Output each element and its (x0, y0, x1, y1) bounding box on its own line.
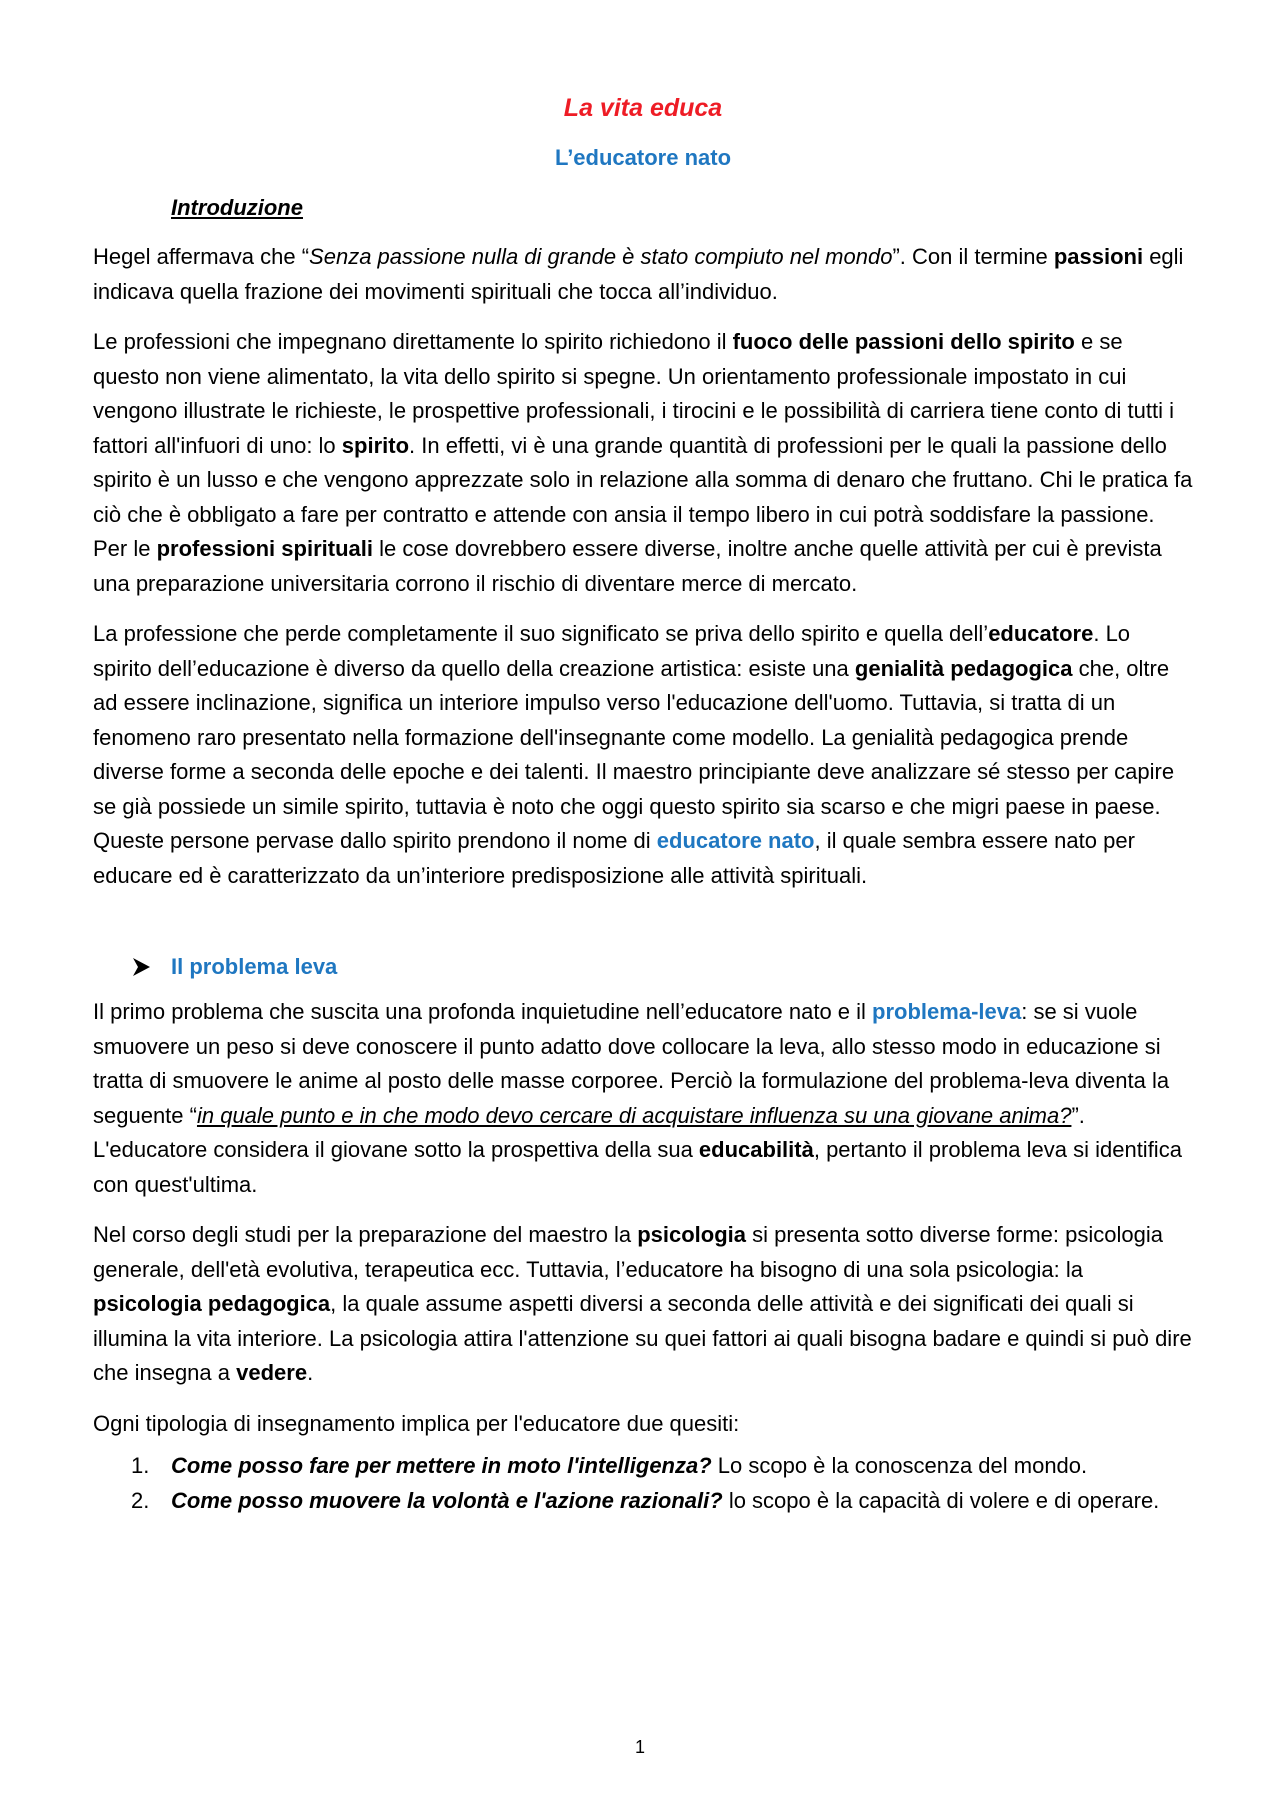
question-text: Come posso muovere la volontà e l'azione razionali? (171, 1487, 723, 1513)
question-answer: lo scopo è la capacità di volere e di operare. (722, 1487, 1160, 1513)
page-number: 1 (634, 1737, 645, 1757)
list-item (93, 1484, 1193, 1519)
intro-heading: Introduzione (171, 195, 303, 220)
question-text: Come posso fare per mettere in moto l'intelligenza? (171, 1453, 712, 1478)
section-heading-problema-leva (93, 949, 1193, 985)
list-item (93, 1449, 1193, 1484)
arrowhead-bullet-icon (131, 957, 153, 977)
list-item-number: 1. (131, 1453, 150, 1478)
paragraph-hegel: Hegel affermava che “Senza passione nulla di grande è stato compiuto nel mondo”. Con il termine passioni egli indicava quella frazione dei movimenti spirituali che tocca all’individuo. (93, 244, 1184, 304)
document-body (93, 90, 1193, 1518)
paragraph-educator: La professione che perde completamente il suo significato se priva dello spirito e quella dell’educatore. Lo spirito dell’educazione è diverso da quello della creazione artistica: esiste una genialità pedagogica che, oltre ad essere inclinazione, significa un interiore impulso verso l'educazione dell'uomo. Tuttavia, si tratta di un fenomeno raro presentato nella formazione dell'insegnante come modello. La genialità pedagogica prende diverse forme a seconda delle epoche e dei talenti. Il maestro principiante deve analizzare sé stesso per capire se già possiede un simile spirito, tuttavia è noto che oggi questo spirito sia scarso e che migri paese in paese. Queste persone pervase dallo spirito prendono il nome di educatore nato, il quale sembra essere nato per educare ed è caratterizzato da un’interiore predisposizione alle attività spirituali. (93, 621, 1175, 888)
section-heading-text: Il problema leva (171, 954, 338, 979)
paragraph-professions: Le professioni che impegnano direttamente lo spirito richiedono il fuoco delle passioni dello spirito e se questo non viene alimentato, la vita dello spirito si spegne. Un orientamento professionale impostato in cui vengono illustrate le richieste, le prospettive professionali, i tirocini e le possibilità di carriera tiene conto di tutti i fattori all'infuori di uno: lo spirito. In effetti, vi è una grande quantità di professioni per le quali la passione dello spirito è un lusso e che vengono apprezzate solo in relazione alla somma di denaro che fruttano. Chi le pratica fa ciò che è obbligato a fare per contratto e attende con ansia il tempo libero in cui potrà soddisfare la passione. Per le professioni spirituali le cose dovrebbero essere diverse, inoltre anche quelle attività per cui è prevista una preparazione universitaria corrono il rischio di diventare merce di mercato. (93, 329, 1193, 596)
paragraph-psicologia: Nel corso degli studi per la preparazione del maestro la psicologia si presenta sotto diverse forme: psicologia generale, dell'età evolutiva, terapeutica ecc. Tuttavia, l’educatore ha bisogno di una sola psicologia: la psicologia pedagogica, la quale assume aspetti diversi a seconda delle attività e dei significati dei quali si illumina la vita interiore. La psicologia attira l'attenzione su quei fattori ai quali bisogna badare e quindi si può dire che insegna a vedere. (93, 1222, 1192, 1385)
questions-list (93, 1449, 1193, 1518)
document-title: La vita educa (563, 94, 723, 122)
paragraph-problema-leva: Il primo problema che suscita una profonda inquietudine nell’educatore nato e il problema-leva: se si vuole smuovere un peso si deve conoscere il punto adatto dove collocare la leva, allo stesso modo in educazione si tratta di smuovere le anime al posto delle masse corporee. Perciò la formulazione del problema-leva diventa la seguente “in quale punto e in che modo devo cercare di acquistare influenza su una giovane anima?”. L'educatore considera il giovane sotto la prospettiva della sua educabilità, pertanto il problema leva si identifica con quest'ultima. (93, 999, 1182, 1197)
document-subtitle: L’educatore nato (554, 145, 732, 170)
list-item-number: 2. (131, 1487, 150, 1513)
question-answer: Lo scopo è la conoscenza del mondo. (711, 1453, 1088, 1478)
paragraph-quesiti: Ogni tipologia di insegnamento implica per l'educatore due quesiti: (93, 1410, 740, 1436)
